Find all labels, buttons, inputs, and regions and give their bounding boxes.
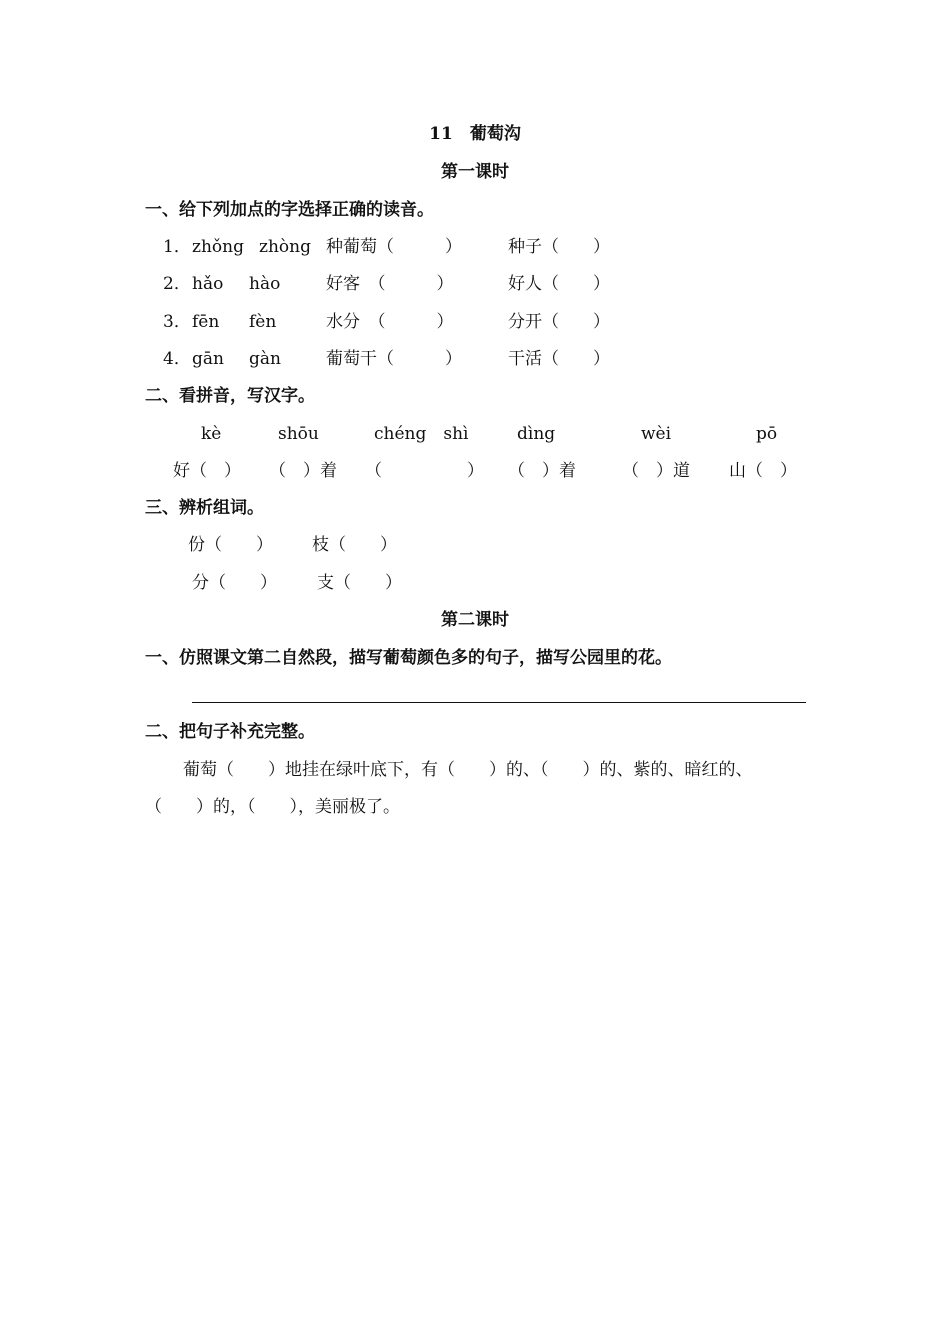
pinyin-option: zhǒng — [192, 237, 244, 257]
word-pair-blank: 份（ ） — [188, 535, 273, 555]
word-blank: 种子（ ） — [508, 237, 610, 257]
pinyin-option: hǎo — [192, 274, 224, 294]
pinyin-prompt: chéng shì — [374, 424, 469, 444]
sentence-line: 葡萄（ ）地挂在绿叶底下，有（ ）的、（ ）的、紫的、暗红的、 — [183, 760, 753, 780]
word-blank: 好人（ ） — [508, 274, 610, 294]
pinyin-option: gàn — [249, 349, 281, 369]
sentence-line: （ ）的，（ ），美丽极了。 — [145, 797, 400, 817]
word-pair-blank: 枝（ ） — [312, 535, 397, 555]
q1-heading: 一、给下列加点的字选择正确的读音。 — [145, 200, 434, 220]
word-pair-blank: 支（ ） — [317, 573, 402, 593]
char-blank: （ ）着 — [508, 461, 576, 481]
pinyin-prompt: pō — [756, 424, 778, 444]
word-blank: 好客 （ ） — [326, 274, 454, 294]
char-blank: （ ） — [365, 461, 484, 481]
word-blank: 葡萄干（ ） — [326, 349, 462, 369]
pinyin-prompt: kè — [201, 424, 222, 444]
pinyin-option: zhòng — [259, 237, 311, 257]
word-blank: 干活（ ） — [508, 349, 610, 369]
p2-q1-heading: 一、仿照课文第二自然段，描写葡萄颜色多的句子，描写公园里的花。 — [145, 648, 672, 668]
char-blank: 好（ ） — [173, 461, 241, 481]
lesson1-heading: 第一课时 — [441, 162, 509, 182]
pinyin-prompt: shōu — [278, 424, 319, 444]
pinyin-option: hào — [249, 274, 281, 294]
pinyin-prompt: dìng — [517, 424, 556, 444]
word-blank: 水分 （ ） — [326, 312, 454, 332]
pinyin-option: fèn — [249, 312, 277, 332]
row-number: 3． — [163, 312, 191, 332]
q2-heading: 二、看拼音，写汉字。 — [145, 386, 315, 406]
pinyin-prompt: wèi — [641, 424, 672, 444]
q3-heading: 三、辨析组词。 — [145, 498, 264, 518]
row-number: 2． — [163, 274, 191, 294]
pinyin-option: fēn — [192, 312, 220, 332]
page-title: 11 葡萄沟 — [429, 124, 521, 144]
lesson2-heading: 第二课时 — [441, 610, 509, 630]
char-blank: 山（ ） — [729, 461, 797, 481]
p2-q2-heading: 二、把句子补充完整。 — [145, 722, 315, 742]
char-blank: （ ）道 — [622, 461, 690, 481]
word-pair-blank: 分（ ） — [192, 573, 277, 593]
row-number: 1． — [163, 237, 191, 257]
row-number: 4． — [163, 349, 191, 369]
char-blank: （ ）着 — [269, 461, 337, 481]
word-blank: 种葡萄（ ） — [326, 237, 462, 257]
pinyin-option: gān — [192, 349, 224, 369]
word-blank: 分开（ ） — [508, 312, 610, 332]
answer-line — [192, 702, 806, 703]
